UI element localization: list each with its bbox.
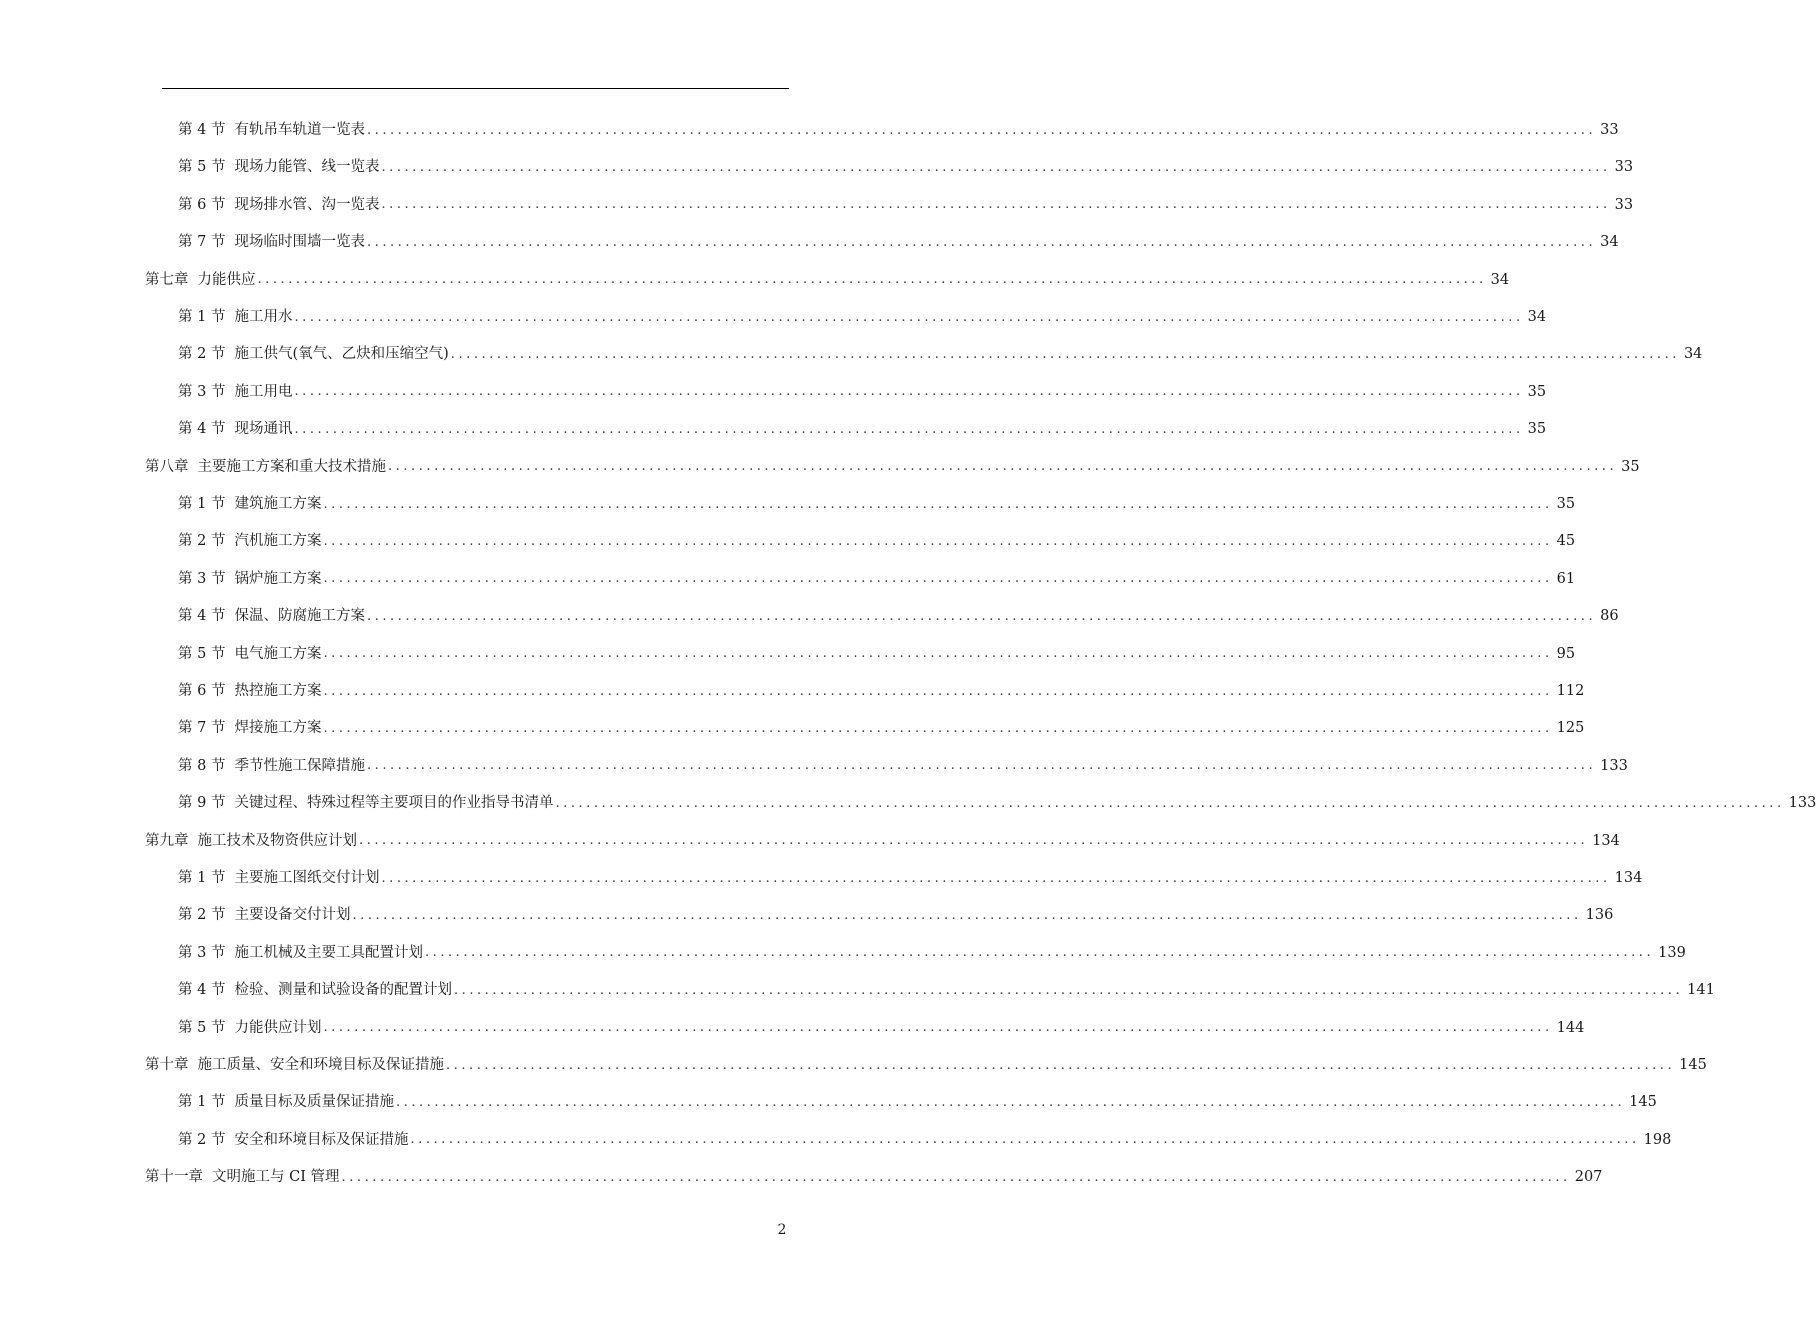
toc-entry[interactable] xyxy=(178,598,1619,634)
toc-entry-number: 第 5 节 xyxy=(178,159,226,176)
toc-entry-page: 35 xyxy=(1527,383,1547,400)
toc-entry-number: 第 2 节 xyxy=(178,1131,226,1148)
toc-entry-text: 质量目标及质量保证措施 xyxy=(234,1094,394,1111)
toc-entry-title xyxy=(178,299,294,335)
toc-dot-leader: ................................................................................................................................................................ xyxy=(352,907,1582,923)
toc-dot-leader: ................................................................................................................................................................ xyxy=(294,421,1524,437)
toc-entry-number: 第九章 xyxy=(145,832,189,849)
toc-entry-text: 现场临时围墙一览表 xyxy=(234,234,365,251)
toc-entry-number: 第 1 节 xyxy=(178,870,226,886)
toc-entry-number: 第十一章 xyxy=(145,1169,203,1186)
toc-entry[interactable] xyxy=(178,411,1547,447)
toc-entry-page: 139 xyxy=(1658,944,1686,961)
toc-entry-title xyxy=(178,187,381,223)
toc-dot-leader: ................................................................................................................................................................ xyxy=(323,683,1553,699)
toc-dot-leader: ................................................................................................................................................................ xyxy=(366,122,1597,138)
toc-dot-leader: ................................................................................................................................................................ xyxy=(323,720,1553,736)
toc-entry-number: 第 6 节 xyxy=(178,196,226,213)
toc-entry-page: 45 xyxy=(1556,533,1576,550)
toc-entry-number: 第七章 xyxy=(145,271,189,288)
toc-entry-title xyxy=(178,149,381,185)
toc-entry-text: 施工供气(氧气、乙炔和压缩空气) xyxy=(234,346,449,363)
toc-entry-page: 34 xyxy=(1683,346,1703,363)
toc-dot-leader: ................................................................................................................................................................ xyxy=(388,459,1618,475)
toc-entry-number: 第 5 节 xyxy=(178,1019,226,1036)
toc-entry-text: 保温、防腐施工方案 xyxy=(234,608,365,625)
toc-entry-page: 133 xyxy=(1788,795,1816,812)
toc-entry-title xyxy=(178,561,323,597)
toc-entry-page: 35 xyxy=(1556,496,1576,512)
toc-entry-page: 112 xyxy=(1556,683,1585,699)
toc-dot-leader: ................................................................................................................................................................ xyxy=(323,571,1553,587)
toc-entry-text: 施工用电 xyxy=(234,383,293,400)
toc-dot-leader: ................................................................................................................................................................ xyxy=(294,309,1524,325)
toc-entry-text: 施工用水 xyxy=(234,309,293,325)
toc-entry[interactable] xyxy=(178,710,1585,746)
toc-entry[interactable] xyxy=(178,112,1619,148)
toc-entry-title xyxy=(145,449,388,485)
toc-entry-number: 第 1 节 xyxy=(178,496,226,512)
toc-entry-title xyxy=(178,897,352,933)
toc-entry-title xyxy=(145,1159,342,1195)
toc-dot-leader: ................................................................................................................................................................ xyxy=(424,945,1655,961)
toc-dot-leader: ................................................................................................................................................................ xyxy=(366,758,1597,774)
toc-entry-text: 现场力能管、线一览表 xyxy=(234,159,380,176)
toc-entry-title xyxy=(178,486,323,522)
toc-entry-text: 施工质量、安全和环境目标及保证措施 xyxy=(197,1057,444,1073)
toc-entry-page: 207 xyxy=(1574,1169,1603,1186)
toc-entry-text: 文明施工与 CI 管理 xyxy=(212,1169,340,1186)
toc-entry-title xyxy=(178,972,454,1008)
toc-entry[interactable] xyxy=(178,486,1576,522)
toc-dot-leader: ................................................................................................................................................................ xyxy=(410,1132,1640,1148)
toc-dot-leader: ................................................................................................................................................................ xyxy=(257,272,1487,288)
toc-entry-page: 33 xyxy=(1600,122,1619,138)
toc-entry-text: 锅炉施工方案 xyxy=(234,570,322,587)
toc-entry-title xyxy=(178,860,381,896)
toc-entry-text: 检验、测量和试验设备的配置计划 xyxy=(234,982,452,999)
toc-entry[interactable] xyxy=(178,1122,1672,1158)
toc-dot-leader: ................................................................................................................................................................ xyxy=(381,197,1611,213)
toc-entry-page: 141 xyxy=(1687,982,1715,999)
toc-entry-number: 第 8 节 xyxy=(178,757,226,774)
toc-entry[interactable] xyxy=(178,224,1619,260)
toc-entry-number: 第 6 节 xyxy=(178,683,226,699)
toc-entry-page: 133 xyxy=(1600,757,1628,774)
toc-entry[interactable] xyxy=(178,860,1643,896)
toc-entry[interactable] xyxy=(178,972,1715,1008)
toc-entry-title xyxy=(145,823,359,859)
toc-entry-page: 34 xyxy=(1527,309,1547,325)
toc-entry-text: 力能供应计划 xyxy=(234,1019,322,1036)
toc-entry-page: 134 xyxy=(1592,832,1620,849)
toc-entry[interactable] xyxy=(145,1047,1707,1083)
toc-dot-leader: ................................................................................................................................................................ xyxy=(323,496,1553,512)
toc-entry-text: 主要设备交付计划 xyxy=(234,907,351,924)
toc-entry[interactable] xyxy=(178,935,1686,971)
toc-entry-page: 144 xyxy=(1556,1019,1585,1036)
toc-entry[interactable] xyxy=(145,1159,1603,1195)
toc-entry-title xyxy=(178,636,323,672)
toc-entry-title xyxy=(178,598,367,634)
toc-entry-number: 第 7 节 xyxy=(178,234,226,251)
toc-entry-number: 第 2 节 xyxy=(178,533,226,550)
toc-entry-page: 33 xyxy=(1614,159,1634,176)
toc-entry-text: 现场通讯 xyxy=(234,421,293,438)
toc-entry-number: 第 4 节 xyxy=(178,982,226,999)
toc-entry-page: 95 xyxy=(1556,645,1576,662)
toc-dot-leader: ................................................................................................................................................................ xyxy=(294,384,1524,400)
toc-entry-text: 施工机械及主要工具配置计划 xyxy=(234,944,423,961)
toc-entry[interactable] xyxy=(178,748,1628,784)
toc-entry-text: 主要施工图纸交付计划 xyxy=(234,870,380,886)
toc-dot-leader: ................................................................................................................................................................ xyxy=(323,1020,1553,1036)
toc-entry-number: 第 3 节 xyxy=(178,383,226,400)
toc-dot-leader: ................................................................................................................................................................ xyxy=(359,833,1589,849)
toc-entry-title xyxy=(178,673,323,709)
toc-entry-title xyxy=(178,411,294,447)
toc-entry-title xyxy=(178,336,451,372)
toc-entry-page: 35 xyxy=(1621,458,1640,475)
toc-entry-number: 第 3 节 xyxy=(178,944,226,961)
toc-entry-page: 134 xyxy=(1614,870,1643,886)
toc-entry[interactable] xyxy=(178,673,1585,709)
toc-entry-page: 33 xyxy=(1614,196,1634,213)
toc-entry-text: 力能供应 xyxy=(197,271,256,288)
toc-entry-number: 第 3 节 xyxy=(178,570,226,587)
toc-dot-leader: ................................................................................................................................................................ xyxy=(395,1094,1626,1110)
toc-entry-title xyxy=(178,224,367,260)
toc-entry[interactable] xyxy=(145,262,1510,298)
toc-entry[interactable] xyxy=(178,636,1576,672)
toc-entry-page: 86 xyxy=(1600,608,1619,625)
toc-entry-title xyxy=(178,935,425,971)
toc-entry-page: 125 xyxy=(1556,720,1585,737)
toc-dot-leader: ................................................................................................................................................................ xyxy=(381,870,1611,886)
toc-dot-leader: ................................................................................................................................................................ xyxy=(366,234,1597,250)
toc-dot-leader: ................................................................................................................................................................ xyxy=(446,1057,1676,1073)
toc-entry-number: 第十章 xyxy=(145,1057,189,1073)
toc-entry-number: 第 2 节 xyxy=(178,346,226,363)
toc-entry[interactable] xyxy=(178,299,1547,335)
toc-entry-text: 有轨吊车轨道一览表 xyxy=(234,122,365,138)
page-number: 2 xyxy=(777,1222,787,1238)
toc-dot-leader: ................................................................................................................................................................ xyxy=(381,159,1611,175)
toc-entry-title xyxy=(178,1010,323,1046)
toc-entry-title xyxy=(178,785,555,821)
toc-entry-number: 第 5 节 xyxy=(178,645,226,662)
toc-entry-title xyxy=(145,1047,446,1083)
toc-entry[interactable] xyxy=(178,336,1703,372)
toc-entry[interactable] xyxy=(145,449,1640,485)
toc-entry-number: 第 2 节 xyxy=(178,907,226,924)
toc-entry-text: 季节性施工保障措施 xyxy=(234,757,365,774)
toc-entry-title xyxy=(178,112,367,148)
toc-entry-text: 热控施工方案 xyxy=(234,683,322,699)
toc-entry[interactable] xyxy=(178,187,1634,223)
toc-entry-page: 35 xyxy=(1527,421,1547,438)
toc-entry[interactable] xyxy=(178,1084,1657,1120)
toc-entry-text: 电气施工方案 xyxy=(234,645,322,662)
toc-dot-leader: ................................................................................................................................................................ xyxy=(366,608,1597,624)
toc-entry-number: 第 1 节 xyxy=(178,1094,226,1111)
toc-entry-title xyxy=(145,262,258,298)
toc-entry-title xyxy=(178,374,294,410)
toc-entry-title xyxy=(178,1084,396,1120)
toc-dot-leader: ................................................................................................................................................................ xyxy=(323,533,1553,549)
toc-dot-leader: ................................................................................................................................................................ xyxy=(323,646,1553,662)
toc-entry[interactable] xyxy=(178,561,1576,597)
toc-entry-text: 现场排水管、沟一览表 xyxy=(234,196,380,213)
toc-entry-text: 汽机施工方案 xyxy=(234,533,322,550)
toc-entry-number: 第 4 节 xyxy=(178,608,226,625)
toc-entry-text: 关键过程、特殊过程等主要项目的作业指导书清单 xyxy=(234,795,554,812)
toc-entry-page: 145 xyxy=(1679,1057,1707,1073)
toc-entry-title xyxy=(178,1122,410,1158)
toc-entry-number: 第 7 节 xyxy=(178,720,226,737)
toc-entry[interactable] xyxy=(178,897,1614,933)
toc-entry-text: 焊接施工方案 xyxy=(234,720,322,737)
toc-entry-page: 145 xyxy=(1629,1094,1657,1111)
toc-entry-title xyxy=(178,710,323,746)
toc-entry-text: 主要施工方案和重大技术措施 xyxy=(197,458,386,475)
toc-entry[interactable] xyxy=(178,523,1576,559)
toc-dot-leader: ................................................................................................................................................................ xyxy=(555,795,1785,811)
toc-entry-page: 198 xyxy=(1643,1131,1672,1148)
toc-entry-number: 第 4 节 xyxy=(178,122,226,138)
header-rule xyxy=(162,88,789,89)
toc-entry-text: 安全和环境目标及保证措施 xyxy=(234,1131,409,1148)
toc-dot-leader: ................................................................................................................................................................ xyxy=(341,1169,1571,1185)
toc-entry-text: 建筑施工方案 xyxy=(234,496,322,512)
toc-entry-page: 34 xyxy=(1600,234,1619,251)
toc-entry-text: 施工技术及物资供应计划 xyxy=(197,832,357,849)
toc-entry[interactable] xyxy=(178,1010,1585,1046)
toc-entry-title xyxy=(178,523,323,559)
toc-dot-leader: ................................................................................................................................................................ xyxy=(453,982,1684,998)
toc-entry[interactable] xyxy=(178,374,1547,410)
toc-entry[interactable] xyxy=(178,149,1634,185)
toc-entry-page: 34 xyxy=(1490,271,1510,288)
toc-entry-page: 136 xyxy=(1585,907,1614,924)
toc-entry-number: 第 1 节 xyxy=(178,309,226,325)
toc-entry-page: 61 xyxy=(1556,570,1576,587)
toc-entry[interactable] xyxy=(178,785,1816,821)
toc-entry[interactable] xyxy=(145,823,1620,859)
toc-dot-leader: ................................................................................................................................................................ xyxy=(450,346,1680,362)
toc-entry-number: 第八章 xyxy=(145,458,189,475)
toc-entry-number: 第 9 节 xyxy=(178,795,226,812)
toc-entry-title xyxy=(178,748,367,784)
toc-entry-number: 第 4 节 xyxy=(178,421,226,438)
